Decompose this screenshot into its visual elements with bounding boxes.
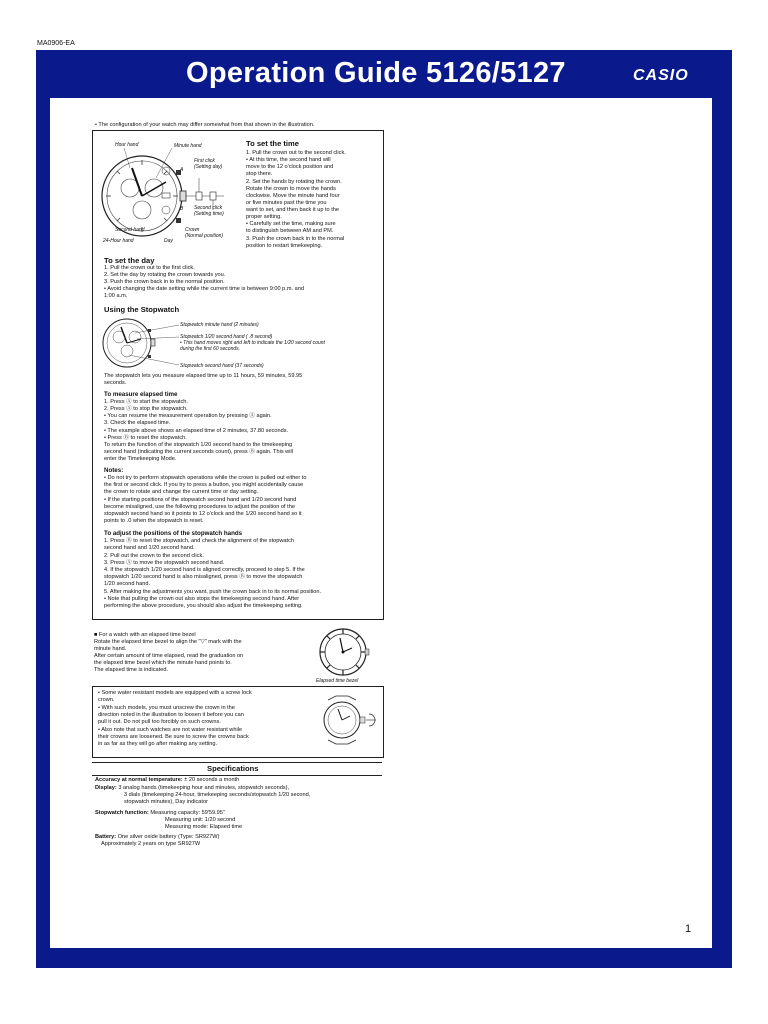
set-time-line: want to set, and then back it up to the	[246, 207, 339, 213]
bezel-line: After certain amount of time elapsed, read the graduation on	[94, 653, 244, 659]
spec-stopwatch	[95, 810, 225, 817]
bezel-line: Rotate the elapsed time bezel to align the "▽" mark with the	[94, 639, 242, 645]
set-day-line: 3. Push the crown back in to the normal position.	[104, 279, 225, 285]
notes-line: become misaligned, use the following procedures to adjust the position of the	[104, 504, 295, 510]
set-time-line: stop there.	[246, 171, 273, 177]
button-a-marker: A	[180, 167, 184, 173]
bezel-caption: Elapsed time bezel	[316, 678, 359, 684]
crown-label: Crown	[185, 227, 200, 233]
specifications-heading: Specifications	[207, 764, 259, 773]
spec-display	[95, 785, 289, 792]
spec-stopwatch-value: Measuring capacity: 59'59.95"	[148, 810, 225, 816]
adjust-line: 4. If the stopwatch 1/20 second hand is aligned correctly, proceed to step 5. If the	[104, 567, 305, 573]
set-day-line: • Avoid changing the date setting while the current time is between 9:00 p.m. and	[104, 286, 304, 292]
spec-display-line: 3 dials (timekeeping 24-hour, timekeeping seconds/stopwatch 1/20 second,	[124, 792, 311, 798]
spec-battery-value: One silver oxide battery (Type: SR927W)	[116, 834, 220, 840]
bezel-line: the elapsed time bezel which the minute hand points to.	[94, 660, 232, 666]
spec-battery-label: Battery:	[95, 834, 117, 840]
stopwatch-20th-note: during the first 60 seconds.	[180, 346, 241, 352]
measure-heading: To measure elapsed time	[104, 391, 178, 398]
first-click-label: First click	[194, 158, 215, 164]
adjust-line: 1/20 second hand.	[104, 581, 151, 587]
set-day-heading: To set the day	[104, 256, 155, 265]
spec-accuracy	[95, 777, 239, 784]
spec-battery-line: Approximately 2 years on type SR927W	[101, 841, 201, 847]
adjust-line: second hand and 1/20 second hand.	[104, 545, 195, 551]
adjust-line: 3. Press Ⓐ to move the stopwatch second hand.	[104, 560, 225, 566]
set-day-line: 1. Pull the crown out to the first click.	[104, 265, 195, 271]
measure-line: enter the Timekeeping Mode.	[104, 456, 177, 462]
set-day-line: 1:00 a.m.	[104, 293, 128, 299]
set-time-line: 1. Pull the crown out to the second click.	[246, 150, 346, 156]
water-line: crown.	[98, 697, 115, 703]
page-number: 1	[685, 923, 692, 935]
24-hour-hand-label: 24-Hour hand	[103, 238, 134, 244]
spec-display-line: stopwatch minutes), Day indicator	[124, 799, 208, 805]
set-time-line: Rotate the crown to move the hands	[246, 186, 336, 192]
set-time-line: or five minutes past the time you	[246, 200, 327, 206]
spec-stopwatch-line: Measuring unit: 1/20 second	[165, 817, 236, 823]
measure-line: 1. Press Ⓐ to start the stopwatch.	[104, 399, 188, 405]
second-hand-label: Second hand	[115, 227, 145, 233]
second-click-label: Second click	[194, 205, 223, 211]
water-line: in as far as they will go after making any setting.	[98, 741, 218, 747]
bezel-line: The elapsed time is indicated.	[94, 667, 169, 673]
set-time-line: move to the 12 o'clock position and	[246, 164, 334, 170]
stopwatch-20th-note: • This hand moves right and left to indicate the 1/20 second count	[180, 340, 325, 346]
water-line: direction noted in the illustration to loosen it before you can	[98, 712, 244, 718]
notes-heading: Notes:	[104, 467, 124, 474]
adjust-line: • Note that pulling the crown out also stops the timekeeping second hand. After	[104, 596, 300, 602]
adjust-line: 5. After making the adjustments you want, push the crown back in to its normal position.	[104, 589, 322, 595]
spec-battery	[95, 834, 219, 841]
page-title: Operation Guide 5126/5127	[186, 57, 566, 89]
set-time-line: to distinguish between AM and PM.	[246, 228, 334, 234]
adjust-line: 1. Press Ⓑ to reset the stopwatch, and check the alignment of the stopwatch	[104, 538, 294, 544]
measure-line: 3. Check the elapsed time.	[104, 420, 171, 426]
screw-crown-diagram	[314, 692, 380, 748]
set-time-line: • Carefully set the time, making sure	[246, 221, 336, 227]
measure-line: • The example above shows an elapsed time of 2 minutes, 37.80 seconds.	[104, 428, 289, 434]
button-b-marker: B	[180, 206, 184, 212]
set-day-line: 2. Set the day by rotating the crown towards you.	[104, 272, 226, 278]
notes-line: • If the starting positions of the stopwatch second hand and 1/20 second hand	[104, 497, 297, 503]
adjust-line: 2. Pull out the crown to the second click.	[104, 553, 204, 559]
set-time-line: position to restart timekeeping.	[246, 243, 323, 249]
day-label: Day	[164, 238, 173, 244]
intro-note: • The configuration of your watch may differ somewhat from that shown in the illustration.	[95, 122, 315, 128]
measure-line: 2. Press Ⓐ to stop the stopwatch.	[104, 406, 188, 412]
set-time-heading: To set the time	[246, 139, 300, 148]
water-line: pull it out. Do not pull too forcibly on such crowns.	[98, 719, 221, 725]
spec-display-label: Display:	[95, 785, 117, 791]
water-line: • Also note that such watches are not water resistant while	[98, 727, 243, 733]
bezel-line: ■ For a watch with an elapsed time bezel	[94, 632, 196, 638]
measure-line: • Press Ⓑ to reset the stopwatch.	[104, 435, 187, 441]
set-time-line: 2. Set the hands by rotating the crown.	[246, 179, 342, 185]
stopwatch-description: seconds.	[104, 380, 127, 386]
measure-line: second hand (indicating the current seconds count), press Ⓑ again. This will	[104, 449, 293, 455]
spec-display-value: 3 analog hands (timekeeping hour and minutes, stopwatch seconds),	[116, 785, 290, 791]
bezel-line: minute hand.	[94, 646, 127, 652]
set-time-line: 3. Push the crown back in to the normal	[246, 236, 345, 242]
set-time-line: • At this time, the second hand will	[246, 157, 331, 163]
second-click-sub-label: (Setting time)	[194, 211, 224, 217]
notes-line: points to .0 when the stopwatch is reset.	[104, 518, 204, 524]
set-time-line: proper setting.	[246, 214, 282, 220]
measure-line: To return the function of the stopwatch 1/20 second hand to the timekeeping	[104, 442, 293, 448]
notes-line: the crown to rotate and change the current time or day setting.	[104, 489, 259, 495]
spec-accuracy-label: Accuracy at normal temperature:	[95, 777, 183, 783]
set-time-line: clockwise. Move the minute hand four	[246, 193, 340, 199]
water-line: • Some water resistant models are equipped with a screw lock	[98, 690, 252, 696]
adjust-heading: To adjust the positions of the stopwatch hands	[104, 530, 243, 537]
first-click-sub-label: (Setting day)	[194, 164, 223, 170]
notes-line: stopwatch second hand so it points to 12 o'clock and the 1/20 second hand so it	[104, 511, 302, 517]
brand-logo: CASIO	[633, 67, 689, 84]
document-code: MA0906-EA	[37, 40, 75, 47]
stopwatch-minute-hand-label: Stopwatch minute hand (2 minutes)	[180, 322, 259, 328]
stopwatch-20th-hand-label: Stopwatch 1/20 second hand ( .8 second)	[180, 334, 273, 340]
stopwatch-diagram	[97, 317, 187, 369]
minute-hand-label: Minute hand	[174, 143, 202, 149]
bezel-watch-diagram	[318, 626, 370, 678]
notes-line: the first or second click. If you try to press a button, you might accidentally cause	[104, 482, 304, 488]
adjust-line: performing the above procedure, you should also adjust the timekeeping setting.	[104, 603, 303, 609]
water-line: • With such models, you must unscrew the crown in the	[98, 705, 235, 711]
notes-line: • Do not try to perform stopwatch operations while the crown is pulled out either to	[104, 475, 307, 481]
stopwatch-second-hand-label: Stopwatch second hand (37 seconds)	[180, 363, 264, 369]
measure-line: • You can resume the measurement operation by pressing Ⓐ again.	[104, 413, 272, 419]
crown-sub-label: (Normal position)	[185, 233, 224, 239]
water-line: their crowns are loosened. Be sure to screw the crowns back	[98, 734, 249, 740]
spec-stopwatch-line: Measuring mode: Elapsed time	[165, 824, 243, 830]
stopwatch-description: The stopwatch lets you measure elapsed time up to 11 hours, 59 minutes, 59.95	[104, 373, 303, 379]
spec-accuracy-value: ± 20 seconds a month	[182, 777, 240, 783]
stopwatch-heading: Using the Stopwatch	[104, 305, 180, 314]
adjust-line: stopwatch 1/20 second hand is also misaligned, press Ⓑ to move the stopwatch	[104, 574, 303, 580]
hour-hand-label: Hour hand	[115, 142, 139, 148]
spec-stopwatch-label: Stopwatch function:	[95, 810, 149, 816]
